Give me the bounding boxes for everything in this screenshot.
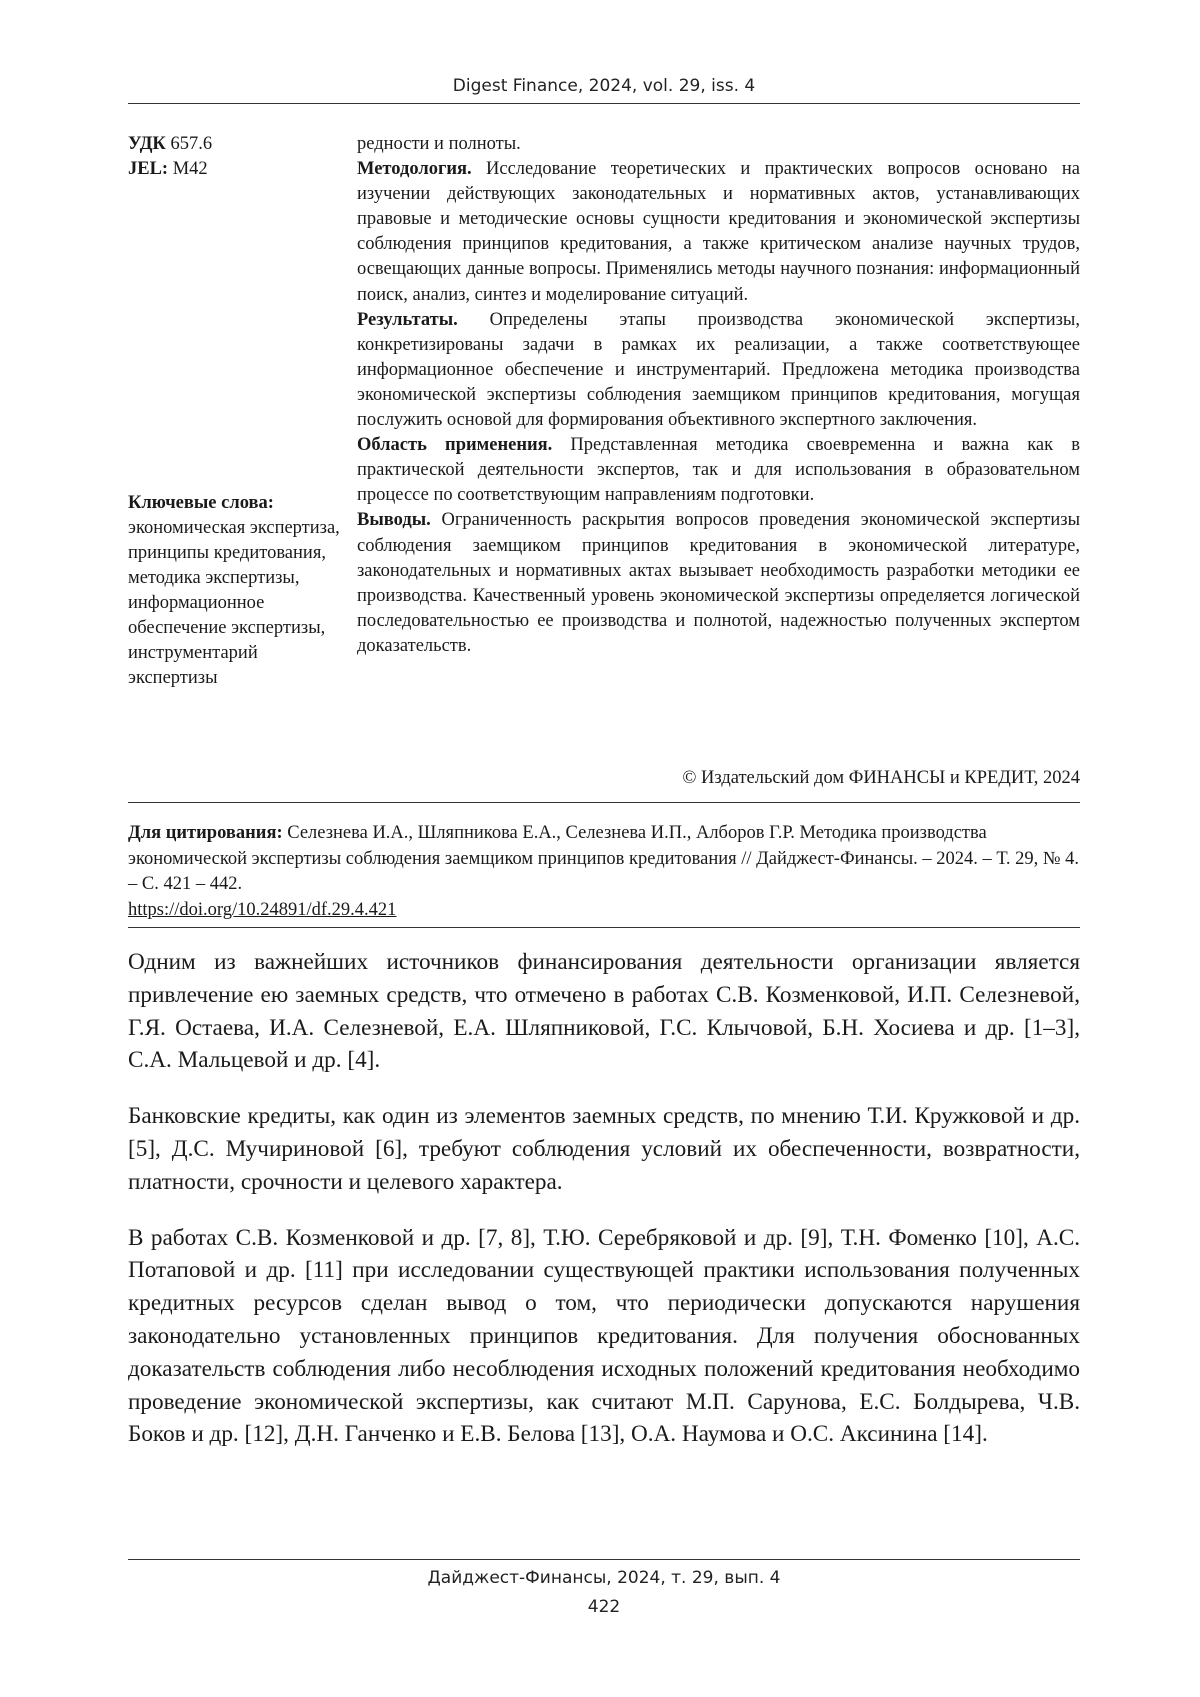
udk-label: УДК [128,134,166,154]
abstract-conclusions [357,508,1080,659]
methodology-text: Исследование теоретических и практических вопросов основано на изучении действующих законодательных и нормативных актов, устанавливающих правовые и методические основы сущности кредитования и экономической экспертизы соблюдения принципов кредитования, а также критическом анализе научных трудов, освещающих данные вопросы. Применялись методы научного познания: информационный поиск, анализ, синтез и моделирование ситуаций. [357,159,1080,305]
body-paragraph-2: Банковские кредиты, как один из элементов заемных средств, по мнению Т.И. Кружковой и др. [5], Д.С. Мучириновой [6], требуют соблюдения условий их обеспеченности, возвратности, платности, срочности и целевого характера. [128,1103,1080,1195]
classification-block [128,132,343,182]
udk-line [128,132,343,157]
citation-text: Селезнева И.А., Шляпникова Е.А., Селезнева И.П., Алборов Г.Р. Методика производства экономической экспертизы соблюдения заемщиком принципов кредитования // Дайджест-Финансы. – 2024. – Т. 29, № 4. – С. 421 – 442. [128,823,1079,894]
keywords-text: экономическая экспертиза, принципы кредитования, методика экспертизы, информационное обеспечение экспертизы, инструментарий экспертизы [128,518,340,688]
keywords-label: Ключевые слова: [128,493,274,513]
jel-value: M42 [168,159,208,179]
jel-label: JEL: [128,159,169,179]
citation-block [128,821,1080,923]
citation-bottom-rule [128,927,1080,928]
keywords-block [128,491,343,691]
body-paragraph-1: Одним из важнейших источников финансирования деятельности организации является привлечение ею заемных средств, что отмечено в работах С.В. Козменковой, И.П. Селезневой, Г.Я. Остаева, И.А. Селезневой, Е.А. Шляпниковой, Г.С. Клычовой, Б.Н. Хосиева и др. [1–3], С.А. Мальцевой и др. [4]. [128,949,1080,1074]
scope-label: Область применения. [357,435,553,456]
udk-value: 657.6 [165,134,213,154]
abstract-scope [357,433,1080,508]
citation-top-rule [128,802,1080,803]
results-label: Результаты. [357,309,458,330]
running-footer: Дайджест-Финансы, 2024, т. 29, вып. 4 [427,1568,781,1588]
abstract-continuation: редности и полноты. [357,134,521,154]
page-number: 422 [587,1597,621,1617]
doi-link[interactable]: https://doi.org/10.24891/df.29.4.421 [128,899,397,920]
article-body [128,946,1080,1474]
body-paragraph-3: В работах С.В. Козменковой и др. [7, 8], Т.Ю. Серебряковой и др. [9], Т.Н. Фоменко [10], А.С. Потаповой и др. [11] при исследовании существующей практики использования полученных кредитных ресурсов сделан вывод о том, что периодически допускаются нарушения законодательно установленных принципов кредитования. Для получения обоснованных доказательств соблюдения либо несоблюдения исходных положений кредитования необходимо проведение экономической экспертизы, как считают М.П. Сарунова, Е.С. Болдырева, Ч.В. Боков и др. [12], Д.Н. Ганченко и Е.В. Белова [13], О.А. Наумова и О.С. Аксинина [14]. [128,1224,1080,1448]
scope-text: Представленная методика своевременна и важна как в практической деятельности экспертов, так и для использования в образовательном процессе по соответствующим направлениям подготовки. [357,435,1080,506]
footer-rule [128,1559,1080,1560]
copyright-notice: © Издательский дом ФИНАНСЫ и КРЕДИТ, 2024 [682,768,1080,788]
results-text: Определены этапы производства экономической экспертизы, конкретизированы задачи в рамках их реализации, а также соответствующее информационное обеспечение и инструментарий. Предложена методика производства экономической экспертизы соблюдения заемщиком принципов кредитования, могущая послужить основой для формирования объективного экспертного заключения. [357,309,1080,431]
methodology-label: Методология. [357,159,472,180]
abstract-results [357,308,1080,433]
abstract-methodology [357,157,1080,308]
running-header: Digest Finance, 2024, vol. 29, iss. 4 [452,76,756,96]
conclusions-label: Выводы. [357,510,431,531]
header-rule [128,103,1080,104]
citation-label: Для цитирования: [128,823,283,843]
conclusions-text: Ограниченность раскрытия вопросов проведения экономической экспертизы соблюдения заемщиком принципов кредитования в экономической литературе, законодательных и нормативных актах вызывает необходимость разработки методики ее производства. Качественный уровень экономической экспертизы определяется логической последовательностью ее производства и полнотой, надежностью полученных экспертом доказательств. [357,510,1080,656]
abstract [357,132,1080,659]
jel-line [128,157,343,182]
